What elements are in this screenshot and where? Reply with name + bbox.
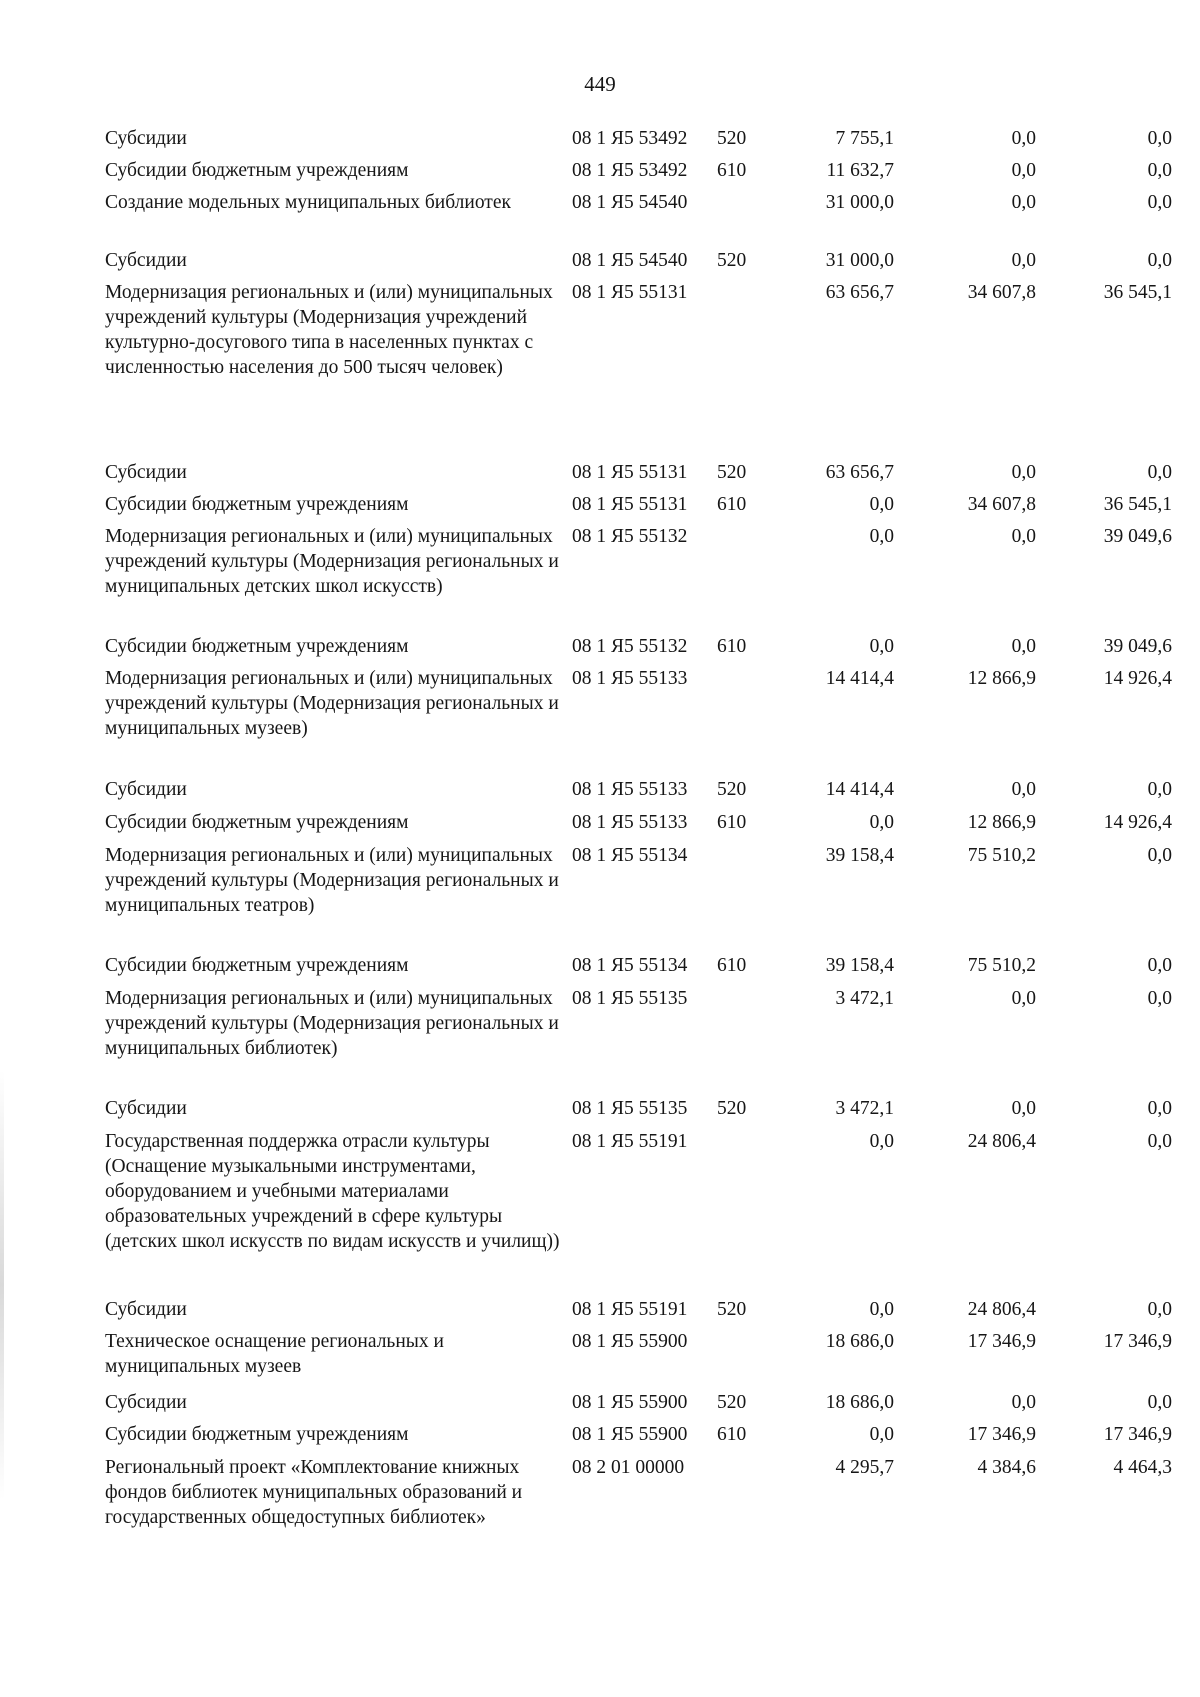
row-value-3: 39 049,6 <box>1103 526 1172 547</box>
row-description: Техническое оснащение региональных и муниципальных музеев <box>105 1331 444 1377</box>
row-value-3: 0,0 <box>1147 1299 1172 1320</box>
row-value-1: 11 632,7 <box>826 160 894 181</box>
row-description: Модернизация региональных и (или) муниципальных учреждений культуры (Модернизация региональных и муниципальных музеев) <box>105 668 559 739</box>
row-expense-type: 520 <box>717 779 747 800</box>
row-value-3: 0,0 <box>1147 988 1172 1009</box>
row-value-3: 0,0 <box>1147 1131 1172 1152</box>
row-value-1: 0,0 <box>869 636 894 657</box>
row-value-2: 0,0 <box>1011 128 1036 149</box>
row-value-1: 63 656,7 <box>825 462 894 483</box>
row-value-1: 31 000,0 <box>825 250 894 271</box>
row-value-3: 0,0 <box>1147 1098 1172 1119</box>
row-value-3: 14 926,4 <box>1103 812 1172 833</box>
row-description: Субсидии <box>105 1098 187 1119</box>
row-value-1: 7 755,1 <box>835 128 894 149</box>
row-description: Субсидии <box>105 462 187 483</box>
row-expense-type: 610 <box>717 812 747 833</box>
row-value-2: 17 346,9 <box>967 1331 1036 1352</box>
row-value-3: 0,0 <box>1147 1392 1172 1413</box>
row-value-3: 0,0 <box>1147 250 1172 271</box>
row-description: Модернизация региональных и (или) муниципальных учреждений культуры (Модернизация учреждений культурно-досугового типа в населенных пунктах с численностью населения до 500 тысяч человек) <box>105 282 553 378</box>
row-description: Модернизация региональных и (или) муниципальных учреждений культуры (Модернизация региональных и муниципальных театров) <box>105 845 559 916</box>
row-value-1: 4 295,7 <box>835 1457 894 1478</box>
row-description: Государственная поддержка отрасли культуры (Оснащение музыкальными инструментами, оборудованием и учебными материалами образовательных учреждений в сфере культуры (детских школ искусств по видам искусств и училищ)) <box>105 1131 560 1252</box>
row-code: 08 1 Я5 53492 <box>572 128 688 149</box>
row-code: 08 1 Я5 55900 <box>572 1392 688 1413</box>
row-value-3: 17 346,9 <box>1103 1331 1172 1352</box>
row-value-3: 0,0 <box>1147 192 1172 213</box>
row-description: Субсидии бюджетным учреждениям <box>105 955 409 976</box>
row-value-3: 0,0 <box>1147 128 1172 149</box>
row-expense-type: 610 <box>717 636 747 657</box>
row-description: Региональный проект «Комплектование книжных фондов библиотек муниципальных образований и государственных общедоступных библиотек» <box>105 1457 523 1528</box>
row-value-1: 14 414,4 <box>825 779 894 800</box>
row-value-2: 0,0 <box>1011 192 1036 213</box>
row-expense-type: 520 <box>717 1299 747 1320</box>
row-value-1: 14 414,4 <box>825 668 894 689</box>
row-value-1: 0,0 <box>869 1131 894 1152</box>
row-value-1: 0,0 <box>869 494 894 515</box>
row-value-3: 0,0 <box>1147 160 1172 181</box>
row-description: Субсидии <box>105 1299 187 1320</box>
row-value-3: 39 049,6 <box>1103 636 1172 657</box>
row-value-3: 0,0 <box>1147 462 1172 483</box>
row-value-3: 0,0 <box>1147 845 1172 866</box>
row-code: 08 1 Я5 54540 <box>572 250 688 271</box>
row-code: 08 1 Я5 55191 <box>572 1299 688 1320</box>
scan-edge-shadow <box>0 1070 4 1500</box>
row-value-1: 0,0 <box>869 1299 894 1320</box>
row-value-2: 0,0 <box>1011 250 1036 271</box>
row-value-2: 24 806,4 <box>967 1299 1036 1320</box>
row-expense-type: 520 <box>717 250 747 271</box>
row-value-3: 36 545,1 <box>1103 282 1172 303</box>
row-value-2: 0,0 <box>1011 1098 1036 1119</box>
row-description: Модернизация региональных и (или) муниципальных учреждений культуры (Модернизация региональных и муниципальных библиотек) <box>105 988 559 1059</box>
row-code: 08 1 Я5 55134 <box>572 845 688 866</box>
row-description: Субсидии бюджетным учреждениям <box>105 636 409 657</box>
row-description: Создание модельных муниципальных библиотек <box>105 192 511 213</box>
row-value-1: 0,0 <box>869 1424 894 1445</box>
row-value-2: 17 346,9 <box>967 1424 1036 1445</box>
row-description: Субсидии <box>105 1392 187 1413</box>
row-value-3: 4 464,3 <box>1113 1457 1172 1478</box>
row-value-2: 0,0 <box>1011 1392 1036 1413</box>
row-code: 08 1 Я5 55132 <box>572 526 688 547</box>
row-description: Субсидии бюджетным учреждениям <box>105 494 409 515</box>
row-code: 08 1 Я5 54540 <box>572 192 688 213</box>
row-description: Субсидии <box>105 250 187 271</box>
row-value-1: 0,0 <box>869 812 894 833</box>
row-value-1: 31 000,0 <box>825 192 894 213</box>
row-value-2: 24 806,4 <box>967 1131 1036 1152</box>
row-value-2: 12 866,9 <box>967 668 1036 689</box>
row-value-1: 18 686,0 <box>825 1392 894 1413</box>
row-value-3: 14 926,4 <box>1103 668 1172 689</box>
row-value-2: 0,0 <box>1011 526 1036 547</box>
row-expense-type: 520 <box>717 1392 747 1413</box>
row-expense-type: 520 <box>717 128 747 149</box>
row-value-2: 34 607,8 <box>967 282 1036 303</box>
row-expense-type: 610 <box>717 494 747 515</box>
row-code: 08 1 Я5 55131 <box>572 494 688 515</box>
row-code: 08 1 Я5 55134 <box>572 955 688 976</box>
row-description: Модернизация региональных и (или) муниципальных учреждений культуры (Модернизация региональных и муниципальных детских школ искусств) <box>105 526 559 597</box>
row-code: 08 1 Я5 55133 <box>572 668 688 689</box>
row-value-2: 0,0 <box>1011 636 1036 657</box>
row-code: 08 1 Я5 55900 <box>572 1424 688 1445</box>
row-value-2: 4 384,6 <box>977 1457 1036 1478</box>
row-value-2: 0,0 <box>1011 779 1036 800</box>
row-value-1: 39 158,4 <box>825 845 894 866</box>
row-value-1: 39 158,4 <box>825 955 894 976</box>
row-value-1: 0,0 <box>869 526 894 547</box>
row-expense-type: 610 <box>717 1424 747 1445</box>
row-code: 08 1 Я5 55191 <box>572 1131 688 1152</box>
row-expense-type: 520 <box>717 462 747 483</box>
row-value-2: 0,0 <box>1011 988 1036 1009</box>
row-code: 08 1 Я5 53492 <box>572 160 688 181</box>
row-value-3: 36 545,1 <box>1103 494 1172 515</box>
row-code: 08 1 Я5 55132 <box>572 636 688 657</box>
row-code: 08 1 Я5 55133 <box>572 779 688 800</box>
row-code: 08 1 Я5 55900 <box>572 1331 688 1352</box>
row-value-2: 0,0 <box>1011 160 1036 181</box>
row-expense-type: 610 <box>717 955 747 976</box>
row-code: 08 1 Я5 55135 <box>572 1098 688 1119</box>
row-code: 08 2 01 00000 <box>572 1457 685 1478</box>
row-value-1: 3 472,1 <box>835 1098 894 1119</box>
row-expense-type: 520 <box>717 1098 747 1119</box>
row-value-2: 75 510,2 <box>967 955 1036 976</box>
row-description: Субсидии бюджетным учреждениям <box>105 1424 409 1445</box>
row-code: 08 1 Я5 55135 <box>572 988 688 1009</box>
row-description: Субсидии бюджетным учреждениям <box>105 812 409 833</box>
row-value-1: 63 656,7 <box>825 282 894 303</box>
row-value-2: 75 510,2 <box>967 845 1036 866</box>
row-value-1: 18 686,0 <box>825 1331 894 1352</box>
page-number: 449 <box>584 72 616 96</box>
row-code: 08 1 Я5 55131 <box>572 282 688 303</box>
row-description: Субсидии бюджетным учреждениям <box>105 160 409 181</box>
row-value-2: 12 866,9 <box>967 812 1036 833</box>
row-description: Субсидии <box>105 128 187 149</box>
row-value-2: 0,0 <box>1011 462 1036 483</box>
row-value-3: 17 346,9 <box>1103 1424 1172 1445</box>
row-value-3: 0,0 <box>1147 955 1172 976</box>
row-value-1: 3 472,1 <box>835 988 894 1009</box>
row-description: Субсидии <box>105 779 187 800</box>
row-value-3: 0,0 <box>1147 779 1172 800</box>
row-value-2: 34 607,8 <box>967 494 1036 515</box>
row-code: 08 1 Я5 55131 <box>572 462 688 483</box>
row-expense-type: 610 <box>717 160 747 181</box>
row-code: 08 1 Я5 55133 <box>572 812 688 833</box>
